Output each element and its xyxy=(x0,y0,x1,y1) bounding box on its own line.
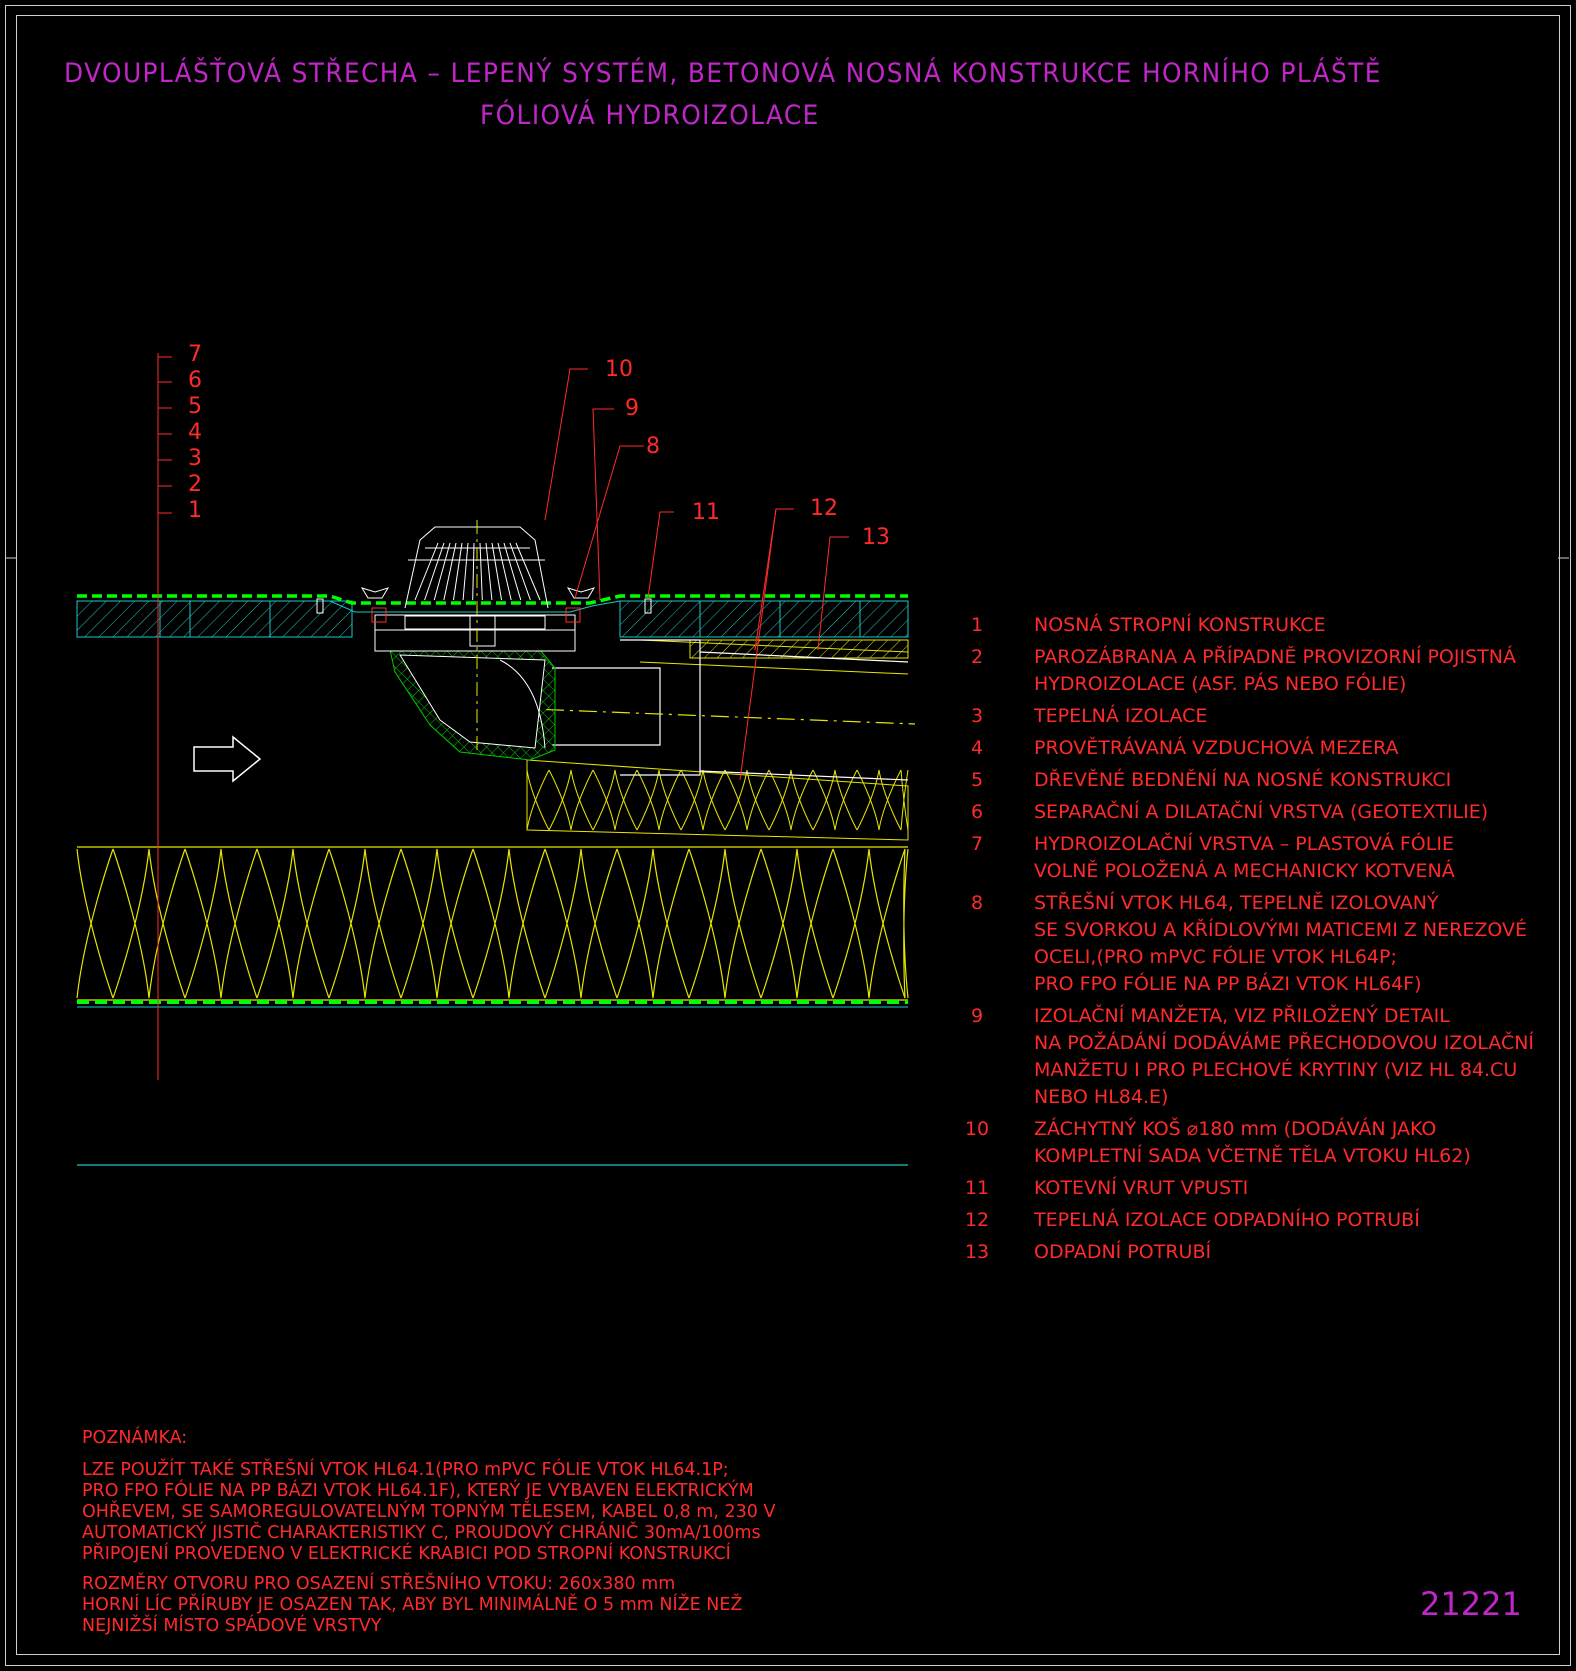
legend-text: TEPELNÁ IZOLACE xyxy=(1034,705,1208,727)
legend-item xyxy=(964,1116,1545,1170)
legend-text: TEPELNÁ IZOLACE ODPADNÍHO POTRUBÍ xyxy=(1034,1209,1420,1231)
legend-item xyxy=(964,1239,1545,1266)
legend-text: SEPARAČNÍ A DILATAČNÍ VRSTVA (GEOTEXTILIE) xyxy=(1034,801,1489,823)
legend-number: 6 xyxy=(970,801,984,823)
note-paragraph-1: LZE POUŽÍT TAKÉ STŘEŠNÍ VTOK HL64.1(PRO mPVC FÓLIE VTOK HL64.1P; PRO FPO FÓLIE NA PP BÁZI VTOK HL64.1F), KTERÝ JE VYBAVEN ELEKTRICKÝM OHŘEVEM, SE SAMOREGULOVATELNÝM TOPNÝM TĚLESEM, KABEL 0,8 m, 230 V AUTOMATICKÝ JISTIČ CHARAKTERISTIKY C, PROUDOVÝ CHRÁNIČ 30mA/100ms PŘIPOJENÍ PROVEDENO V ELEKTRICKÉ KRABICI POD STROPNÍ KONSTRUKCÍ xyxy=(82,1460,776,1564)
note-paragraph-2: ROZMĚRY OTVORU PRO OSAZENÍ STŘEŠNÍHO VTOKU: 260x380 mm HORNÍ LÍC PŘÍRUBY JE OSAZEN TAK, ABY BYL MINIMÁLNĚ O 5 mm NÍŽE NEŽ NEJNIŽŠÍ MÍSTO SPÁDOVÉ VRSTVY xyxy=(82,1574,743,1636)
legend-list xyxy=(964,612,1545,1271)
callout-10: 10 xyxy=(605,357,633,382)
callout-13: 13 xyxy=(862,525,890,550)
layer-number-4: 4 xyxy=(188,420,202,445)
legend-item xyxy=(970,890,1545,998)
basket-rib xyxy=(510,543,530,600)
flow-arrow xyxy=(194,737,260,781)
legend-item xyxy=(970,799,1545,826)
insulation-wave-main xyxy=(77,849,908,998)
legend-item xyxy=(964,1175,1545,1202)
basket-rib xyxy=(453,543,462,600)
callout-8: 8 xyxy=(646,434,660,459)
basket-rib xyxy=(444,543,456,600)
legend-text: KOTEVNÍ VRUT VPUSTI xyxy=(1034,1177,1249,1199)
basket-rib xyxy=(504,543,521,600)
legend-number: 3 xyxy=(970,705,984,727)
legend-number: 4 xyxy=(970,737,984,759)
legend-text: PAROZÁBRANA A PŘÍPADNĚ PROVIZORNÍ POJISTNÁ HYDROIZOLACE (ASF. PÁS NEBO FÓLIE) xyxy=(1034,646,1516,695)
layer-number-1: 1 xyxy=(188,498,202,523)
basket-rib xyxy=(463,543,468,600)
legend-item xyxy=(970,1003,1545,1111)
legend-number: 9 xyxy=(970,1005,984,1027)
callout-12: 12 xyxy=(810,496,838,521)
basket-rib xyxy=(486,543,492,600)
legend-number: 2 xyxy=(970,646,984,668)
legend-number: 11 xyxy=(964,1177,990,1199)
legend-number: 10 xyxy=(964,1118,990,1140)
legend-text: STŘEŠNÍ VTOK HL64, TEPELNĚ IZOLOVANÝ SE SVORKOU A KŘÍDLOVÝMI MATICEMI Z NEREZOVÉ OCELI,(PRO mPVC FÓLIE VTOK HL64P; PRO FPO FÓLIE NA PP BÁZI VTOK HL64F) xyxy=(1034,892,1527,995)
layer-number-5: 5 xyxy=(188,394,202,419)
main-thermal-insulation xyxy=(77,847,908,1000)
legend-number: 1 xyxy=(970,614,984,636)
layer-number-2: 2 xyxy=(188,472,202,497)
callout-9: 9 xyxy=(625,396,639,421)
layer-number-6: 6 xyxy=(188,368,202,393)
insulation-wave-pipe xyxy=(527,770,908,830)
legend-number: 12 xyxy=(964,1209,990,1231)
callout-leaders xyxy=(545,369,849,780)
layer-number-7: 7 xyxy=(188,342,202,367)
legend-item xyxy=(970,612,1545,639)
basket-rib xyxy=(480,543,482,600)
legend-item xyxy=(964,1207,1545,1234)
legend-item xyxy=(970,644,1545,698)
note-heading: POZNÁMKA: xyxy=(82,1428,188,1448)
vapour-barrier xyxy=(77,1002,908,1007)
legend-text: ODPADNÍ POTRUBÍ xyxy=(1034,1241,1212,1263)
legend-item xyxy=(970,735,1545,762)
legend-number: 5 xyxy=(970,769,984,791)
legend-item xyxy=(970,767,1545,794)
legend-text: DŘEVĚNÉ BEDNĚNÍ NA NOSNÉ KONSTRUKCI xyxy=(1034,769,1452,791)
drawing-title-line-2: FÓLIOVÁ HYDROIZOLACE xyxy=(480,100,820,131)
pipe-insulation xyxy=(527,640,908,840)
basket-rib xyxy=(516,543,540,600)
basket-rib xyxy=(473,543,474,600)
layer-reference-line xyxy=(158,353,172,1080)
drawing-code: 21221 xyxy=(1420,1585,1522,1623)
layer-number-3: 3 xyxy=(188,446,202,471)
legend-text: HYDROIZOLAČNÍ VRSTVA – PLASTOVÁ FÓLIE VOLNĚ POLOŽENÁ A MECHANICKY KOTVENÁ xyxy=(1034,833,1455,882)
legend-item xyxy=(970,831,1545,885)
legend-text: PROVĚTRÁVANÁ VZDUCHOVÁ MEZERA xyxy=(1034,737,1399,759)
legend-number: 13 xyxy=(964,1241,990,1263)
roof-drain-body xyxy=(372,608,580,760)
legend-text: NOSNÁ STROPNÍ KONSTRUKCE xyxy=(1034,614,1326,636)
legend-text: ZÁCHYTNÝ KOŠ ⌀180 mm (DODÁVÁN JAKO KOMPLETNÍ SADA VČETNĚ TĚLA VTOKU HL62) xyxy=(1034,1118,1471,1167)
drawing-title-line-1: DVOUPLÁŠŤOVÁ STŘECHA – LEPENÝ SYSTÉM, BETONOVÁ NOSNÁ KONSTRUKCE HORNÍHO PLÁŠTĚ xyxy=(64,58,1382,89)
legend-text: IZOLAČNÍ MANŽETA, VIZ PŘILOŽENÝ DETAIL NA POŽÁDÁNÍ DODÁVÁME PŘECHODOVOU IZOLAČNÍ MANŽETU I PRO PLECHOVÉ KRYTINY (VIZ HL 84.CU NEBO HL84.E) xyxy=(1034,1005,1535,1108)
basket-rib xyxy=(434,543,450,600)
legend-number: 8 xyxy=(970,892,984,914)
legend-item xyxy=(970,703,1545,730)
legend-number: 7 xyxy=(970,833,984,855)
callout-11: 11 xyxy=(692,500,720,525)
